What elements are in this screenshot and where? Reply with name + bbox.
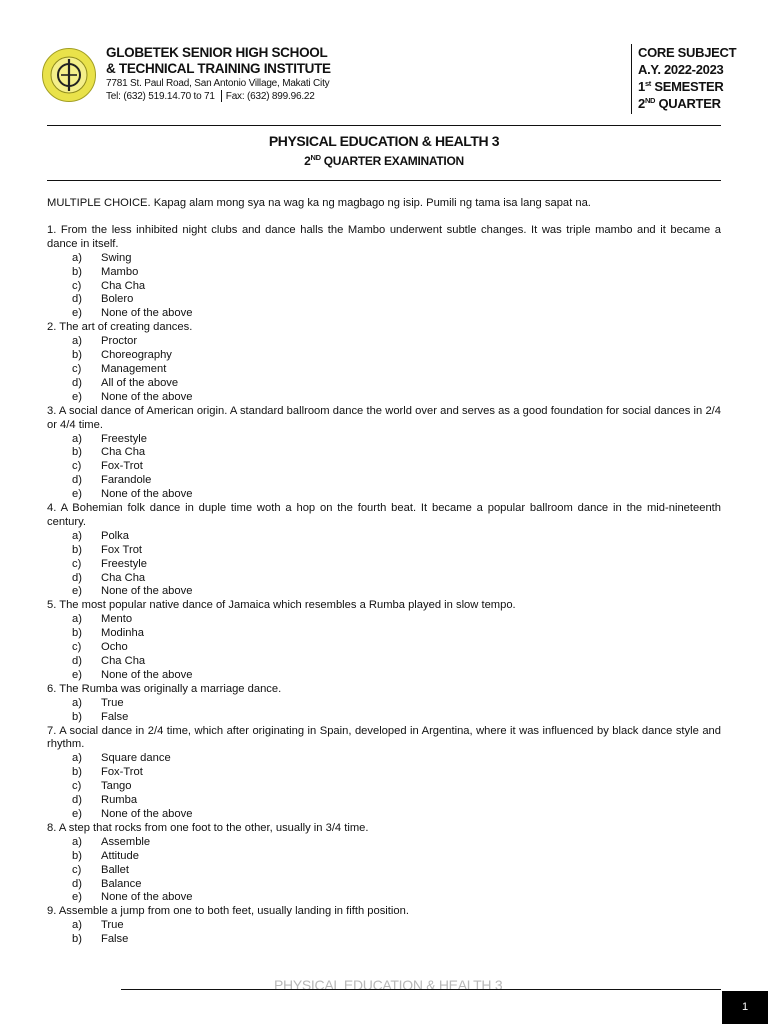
semester: 1st SEMESTER: [638, 79, 724, 94]
option-letter: d): [72, 474, 82, 487]
option-letter: a): [72, 432, 82, 445]
option-letter: e): [72, 891, 82, 904]
question-6: 6. The Rumba was originally a marriage dance.: [47, 682, 282, 695]
option-item: [47, 919, 721, 933]
option-letter: c): [72, 557, 82, 570]
option-letter: b): [72, 710, 82, 723]
option-text: Freestyle: [101, 557, 148, 570]
question-2: 2. The art of creating dances.: [47, 321, 193, 334]
option-text: Cha Cha: [101, 571, 146, 584]
option-item: [47, 752, 721, 766]
option-text: None of the above: [101, 390, 193, 403]
option-item: [47, 446, 721, 460]
option-text: None of the above: [101, 668, 193, 681]
option-letter: b): [72, 543, 82, 556]
option-text: None of the above: [101, 488, 193, 501]
option-letter: c): [72, 279, 82, 292]
option-text: Cha Cha: [101, 446, 146, 459]
option-text: Fox-Trot: [101, 460, 143, 473]
option-letter: a): [72, 919, 82, 932]
question-3: 3. A social dance of American origin. A standard ballroom dance the world over and serves as a good foundation for social dances in 2/4 or 4/4 time.: [47, 404, 721, 431]
option-letter: d): [72, 794, 82, 807]
option-text: Square dance: [101, 752, 171, 765]
option-item: [47, 349, 721, 363]
question-1: 1. From the less inhibited night clubs and dance halls the Mambo underwent subtle changes. It was triple mambo and it became a dance in itself.: [47, 223, 721, 250]
option-letter: b): [72, 349, 82, 362]
option-text: All of the above: [101, 376, 179, 389]
option-item: [47, 794, 721, 808]
option-text: Tango: [101, 780, 132, 793]
option-item: [47, 655, 721, 669]
divider: [221, 90, 222, 102]
option-item: [47, 488, 721, 502]
option-item: [47, 474, 721, 488]
option-item: [47, 266, 721, 280]
option-text: Assemble: [101, 835, 151, 848]
option-letter: c): [72, 780, 82, 793]
option-text: Attitude: [101, 849, 139, 862]
option-text: Choreography: [101, 349, 172, 362]
option-text: True: [101, 696, 124, 709]
title-divider: [47, 180, 721, 181]
page-number: 1: [722, 991, 768, 1024]
option-text: None of the above: [101, 307, 193, 320]
option-text: Balance: [101, 877, 142, 890]
option-item: [47, 280, 721, 294]
option-letter: c): [72, 863, 82, 876]
option-letter: a): [72, 696, 82, 709]
option-letter: b): [72, 766, 82, 779]
option-text: Fox-Trot: [101, 766, 143, 779]
school-info: [106, 45, 331, 103]
exam-content: [47, 197, 721, 947]
option-text: Freestyle: [101, 432, 148, 445]
option-text: Ocho: [101, 641, 128, 654]
option-letter: a): [72, 613, 82, 626]
option-letter: c): [72, 641, 82, 654]
question-8: 8. A step that rocks from one foot to the other, usually in 3/4 time.: [47, 821, 369, 834]
option-text: Cha Cha: [101, 655, 146, 667]
option-letter: a): [72, 529, 82, 542]
school-logo: [41, 47, 97, 103]
option-letter: e): [72, 488, 82, 501]
option-text: None of the above: [101, 807, 193, 820]
footer-title: PHYSICAL EDUCATION & HEALTH 3: [274, 977, 503, 993]
subject-type: CORE SUBJECT: [638, 45, 737, 60]
option-letter: e): [72, 807, 82, 820]
question-4: 4. A Bohemian folk dance in duple time woth a hop on the fourth beat. It became a popular ballroom dance in the mid-nineteenth century.: [47, 502, 721, 528]
option-item: [47, 433, 721, 447]
option-letter: d): [72, 571, 82, 584]
option-letter: b): [72, 933, 82, 946]
option-letter: a): [72, 835, 82, 848]
option-item: [47, 766, 721, 780]
option-letter: b): [72, 446, 82, 459]
option-text: False: [101, 933, 129, 946]
option-letter: d): [72, 376, 82, 389]
option-letter: b): [72, 849, 82, 862]
option-item: [47, 864, 721, 878]
option-item: [47, 836, 721, 850]
tel: Tel: (632) 519.14.70 to 71: [106, 91, 215, 102]
option-item: [47, 697, 721, 711]
option-text: Rumba: [101, 794, 138, 807]
option-text: True: [101, 919, 124, 932]
option-item: [47, 377, 721, 391]
question-5: 5. The most popular native dance of Jamaica which resembles a Rumba played in slow tempo.: [47, 599, 516, 612]
option-text: False: [101, 710, 129, 723]
option-letter: d): [72, 655, 82, 667]
option-text: Modinha: [101, 627, 144, 640]
option-letter: b): [72, 265, 82, 278]
option-item: [47, 891, 721, 905]
option-item: [47, 363, 721, 377]
option-item: [47, 850, 721, 864]
option-text: Bolero: [101, 293, 134, 306]
option-item: [47, 808, 721, 822]
option-item: [47, 613, 721, 627]
option-item: [47, 460, 721, 474]
option-item: [47, 572, 721, 586]
option-text: Fox Trot: [101, 543, 143, 556]
option-letter: a): [72, 251, 82, 264]
option-item: [47, 544, 721, 558]
option-item: [47, 669, 721, 683]
option-letter: e): [72, 390, 82, 403]
option-text: Mambo: [101, 265, 139, 278]
academic-year: A.Y. 2022-2023: [638, 62, 724, 77]
option-item: [47, 933, 721, 947]
option-letter: c): [72, 362, 82, 375]
option-letter: e): [72, 307, 82, 320]
option-item: [47, 293, 721, 307]
option-text: None of the above: [101, 585, 193, 598]
option-text: Cha Cha: [101, 279, 146, 292]
question-list: [47, 224, 721, 947]
school-name-cont: & TECHNICAL TRAINING INSTITUTE: [106, 61, 331, 76]
school-address: 7781 St. Paul Road, San Antonio Village, Makati City: [106, 78, 330, 89]
option-letter: e): [72, 585, 82, 598]
option-item: [47, 335, 721, 349]
option-text: Proctor: [101, 335, 138, 348]
exam-subtitle: 2ND QUARTER EXAMINATION: [304, 153, 464, 168]
option-item: [47, 558, 721, 572]
footer-divider: [121, 989, 721, 990]
school-name: GLOBETEK SENIOR HIGH SCHOOL: [106, 45, 328, 60]
option-letter: e): [72, 668, 82, 681]
subject-info: [631, 44, 736, 114]
option-text: Ballet: [101, 863, 129, 876]
question-9: 9. Assemble a jump from one to both feet, usually landing in fifth position.: [47, 905, 409, 918]
option-text: Mento: [101, 613, 133, 626]
option-item: [47, 780, 721, 794]
option-text: Polka: [101, 529, 129, 542]
option-item: [47, 711, 721, 725]
option-item: [47, 530, 721, 544]
question-7: 7. A social dance in 2/4 time, which after originating in Spain, developed in Argentina, where it was influenced by black dance style and rhythm.: [47, 724, 721, 751]
exam-title: PHYSICAL EDUCATION & HEALTH 3: [268, 133, 500, 149]
fax: Fax: (632) 899.96.22: [225, 91, 315, 102]
instructions: MULTIPLE CHOICE. Kapag alam mong sya na wag ka ng magbago ng isip. Pumili ng tama isa lang sapat na.: [47, 197, 591, 209]
option-item: [47, 391, 721, 405]
option-text: Management: [101, 362, 167, 375]
option-text: Swing: [101, 251, 132, 264]
option-letter: a): [72, 752, 82, 765]
option-letter: c): [72, 460, 82, 473]
option-text: Farandole: [101, 474, 152, 487]
option-item: [47, 252, 721, 266]
option-item: [47, 878, 721, 892]
option-item: [47, 585, 721, 599]
option-item: [47, 307, 721, 321]
option-letter: d): [72, 877, 82, 890]
option-item: [47, 641, 721, 655]
option-letter: a): [72, 335, 82, 348]
quarter: 2ND QUARTER: [638, 96, 721, 111]
option-letter: d): [72, 293, 82, 306]
option-item: [47, 627, 721, 641]
school-contact: [106, 90, 331, 103]
option-text: None of the above: [101, 891, 193, 904]
header-divider: [47, 125, 721, 126]
option-letter: b): [72, 627, 82, 640]
